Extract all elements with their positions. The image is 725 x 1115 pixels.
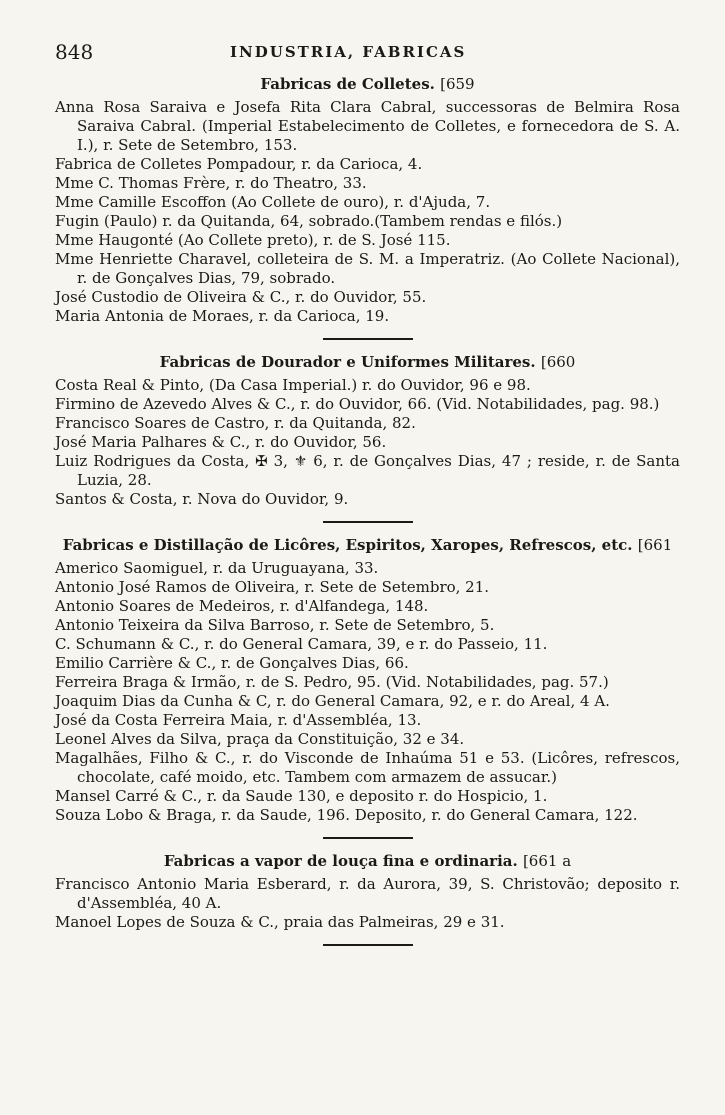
section-title: Fabricas e Distillação de Licôres, Espiritos, Xaropes, Refrescos, etc. [661 <box>62 536 673 554</box>
entry-list <box>55 98 680 326</box>
list-item: C. Schumann & C., r. do General Camara, 39, e r. do Passeio, 11. <box>55 635 548 653</box>
running-title: INDUSTRIA, FABRICAS <box>230 43 467 61</box>
list-item: Francisco Soares de Castro, r. da Quitanda, 82. <box>55 414 416 432</box>
section-title: Fabricas de Dourador e Uniformes Militares. [660 <box>159 353 576 371</box>
list-item: Costa Real & Pinto, (Da Casa Imperial.) r. do Ouvidor, 96 e 98. <box>55 376 531 394</box>
list-item: Emilio Carrière & C., r. de Gonçalves Dias, 66. <box>55 654 409 672</box>
list-item: Joaquim Dias da Cunha & C, r. do General Camara, 92, e r. do Areal, 4 A. <box>55 692 610 710</box>
list-item: José da Costa Ferreira Maia, r. d'Assembléa, 13. <box>55 711 422 729</box>
list-item: Maria Antonia de Moraes, r. da Carioca, 19. <box>55 307 390 325</box>
entry-list <box>55 559 680 825</box>
section-divider <box>323 944 413 946</box>
list-item: José Maria Palhares & C., r. do Ouvidor, 56. <box>55 433 387 451</box>
section-licores <box>55 535 680 825</box>
page-number: 848 <box>55 40 94 64</box>
directory-content <box>55 74 680 958</box>
list-item: Firmino de Azevedo Alves & C., r. do Ouvidor, 66. (Vid. Notabilidades, pag. 98.) <box>55 395 660 413</box>
list-item: Mme C. Thomas Frère, r. do Theatro, 33. <box>55 174 367 192</box>
list-item: Mme Camille Escoffon (Ao Collete de ouro), r. d'Ajuda, 7. <box>55 193 491 211</box>
section-divider <box>323 837 413 839</box>
section-divider <box>323 338 413 340</box>
section-title: Fabricas a vapor de louça fina e ordinaria. [661 a <box>163 852 572 870</box>
list-item: José Custodio de Oliveira & C., r. do Ouvidor, 55. <box>55 288 427 306</box>
list-item: Leonel Alves da Silva, praça da Constituição, 32 e 34. <box>55 730 465 748</box>
list-item: Antonio José Ramos de Oliveira, r. Sete de Setembro, 21. <box>55 578 490 596</box>
section-dourador <box>55 352 680 509</box>
section-divider <box>323 521 413 523</box>
section-colletes <box>55 74 680 326</box>
entry-list <box>55 376 680 509</box>
list-item: Americo Saomiguel, r. da Uruguayana, 33. <box>55 559 379 577</box>
list-item: Antonio Teixeira da Silva Barroso, r. Sete de Setembro, 5. <box>55 616 495 634</box>
page-header <box>55 40 680 64</box>
list-item: Luiz Rodrigues da Costa, ✠ 3, ⚜ 6, r. de Gonçalves Dias, 47 ; reside, r. de Santa Luzia, 28. <box>55 452 680 489</box>
list-item: Fabrica de Colletes Pompadour, r. da Carioca, 4. <box>55 155 423 173</box>
section-louca <box>55 851 680 932</box>
list-item: Manoel Lopes de Souza & C., praia das Palmeiras, 29 e 31. <box>55 913 505 931</box>
list-item: Anna Rosa Saraiva e Josefa Rita Clara Cabral, successoras de Belmira Rosa Saraiva Cabral. (Imperial Estabelecimento de Colletes, e fornecedora de S. A. I.), r. Sete de Setembro, 153. <box>55 98 680 154</box>
section-title: Fabricas de Colletes. [659 <box>260 75 475 93</box>
list-item: Magalhães, Filho & C., r. do Visconde de Inhaúma 51 e 53. (Licôres, refrescos, chocolate, café moido, etc. Tambem com armazem de assucar.) <box>55 749 680 786</box>
list-item: Santos & Costa, r. Nova do Ouvidor, 9. <box>55 490 349 508</box>
entry-list <box>55 875 680 932</box>
list-item: Mansel Carré & C., r. da Saude 130, e deposito r. do Hospicio, 1. <box>55 787 548 805</box>
list-item: Souza Lobo & Braga, r. da Saude, 196. Deposito, r. do General Camara, 122. <box>55 806 638 824</box>
list-item: Ferreira Braga & Irmão, r. de S. Pedro, 95. (Vid. Notabilidades, pag. 57.) <box>55 673 609 691</box>
list-item: Fugin (Paulo) r. da Quitanda, 64, sobrado.(Tambem rendas e filós.) <box>55 212 563 230</box>
list-item: Francisco Antonio Maria Esberard, r. da Aurora, 39, S. Christovão; deposito r. d'Assembléa, 40 A. <box>55 875 680 912</box>
list-item: Mme Henriette Charavel, colleteira de S. M. a Imperatriz. (Ao Collete Nacional), r. de Gonçalves Dias, 79, sobrado. <box>55 250 680 287</box>
list-item: Mme Haugonté (Ao Collete preto), r. de S. José 115. <box>55 231 451 249</box>
list-item: Antonio Soares de Medeiros, r. d'Alfandega, 148. <box>55 597 429 615</box>
